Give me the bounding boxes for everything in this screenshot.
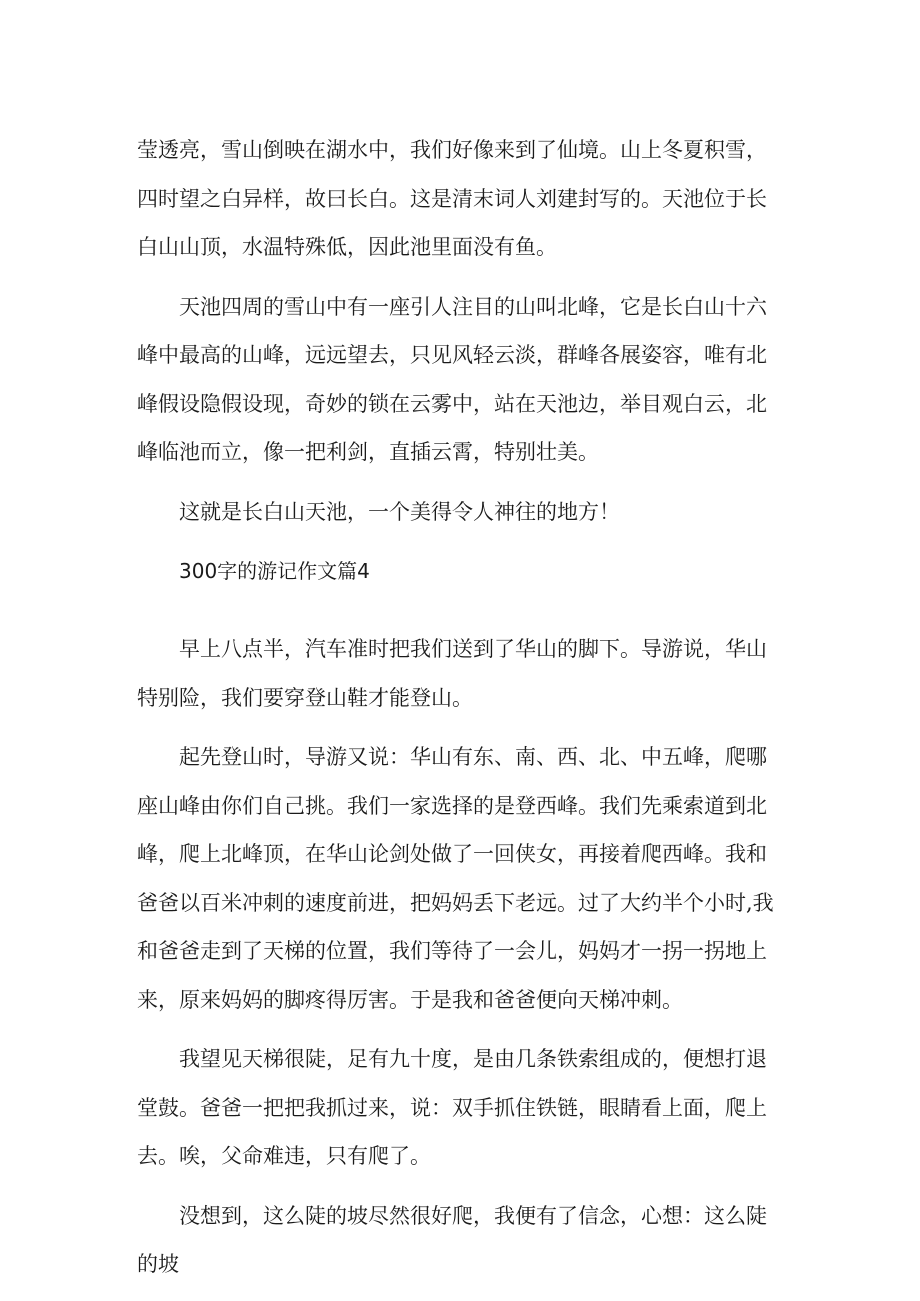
paragraph-3: 这就是长白山天池，一个美得令人神往的地方！ <box>179 499 620 524</box>
paragraph-2: 天池四周的雪山中有一座引人注目的山叫北峰，它是长白山十六峰中最高的山峰，远远望去，只见风轻云淡，群峰各展姿容，唯有北峰假设隐假设现，奇妙的锁在云雾中，站在天池边，举目观白云，北峰临池而立，像一把利剑，直插云霄，特别壮美。 <box>137 294 767 464</box>
paragraph-4: 早上八点半，汽车准时把我们送到了华山的脚下。导游说，华山特别险，我们要穿登山鞋才能登山。 <box>137 637 767 710</box>
paragraph-5: 起先登山时，导游又说：华山有东、南、西、北、中五峰，爬哪座山峰由你们自己挑。我们一家选择的是登西峰。我们先乘索道到北峰，爬上北峰顶，在华山论剑处做了一回侠女，再接着爬西峰。我和爸爸以百米冲刺的速度前进，把妈妈丢下老远。过了大约半个小时,我和爸爸走到了天梯的位置，我们等待了一会儿，妈妈才一拐一拐地上来，原来妈妈的脚疼得厉害。于是我和爸爸便向天梯冲刺。 <box>137 745 774 1012</box>
paragraph-7: 没想到，这么陡的坡尽然很好爬，我便有了信念，心想：这么陡的坡 <box>137 1203 767 1276</box>
document-body <box>137 126 787 1289</box>
paragraph-1: 莹透亮，雪山倒映在湖水中，我们好像来到了仙境。山上冬夏积雪，四时望之白异样，故曰长白。这是清末词人刘建封写的。天池位于长白山山顶，水温特殊低，因此池里面没有鱼。 <box>137 138 767 259</box>
paragraph-6: 我望见天梯很陡，足有九十度，是由几条铁索组成的，便想打退堂鼓。爸爸一把把我抓过来，说：双手抓住铁链，眼睛看上面，爬上去。唉，父命难违，只有爬了。 <box>137 1047 767 1168</box>
section-heading: 300字的游记作文篇4 <box>179 559 370 583</box>
